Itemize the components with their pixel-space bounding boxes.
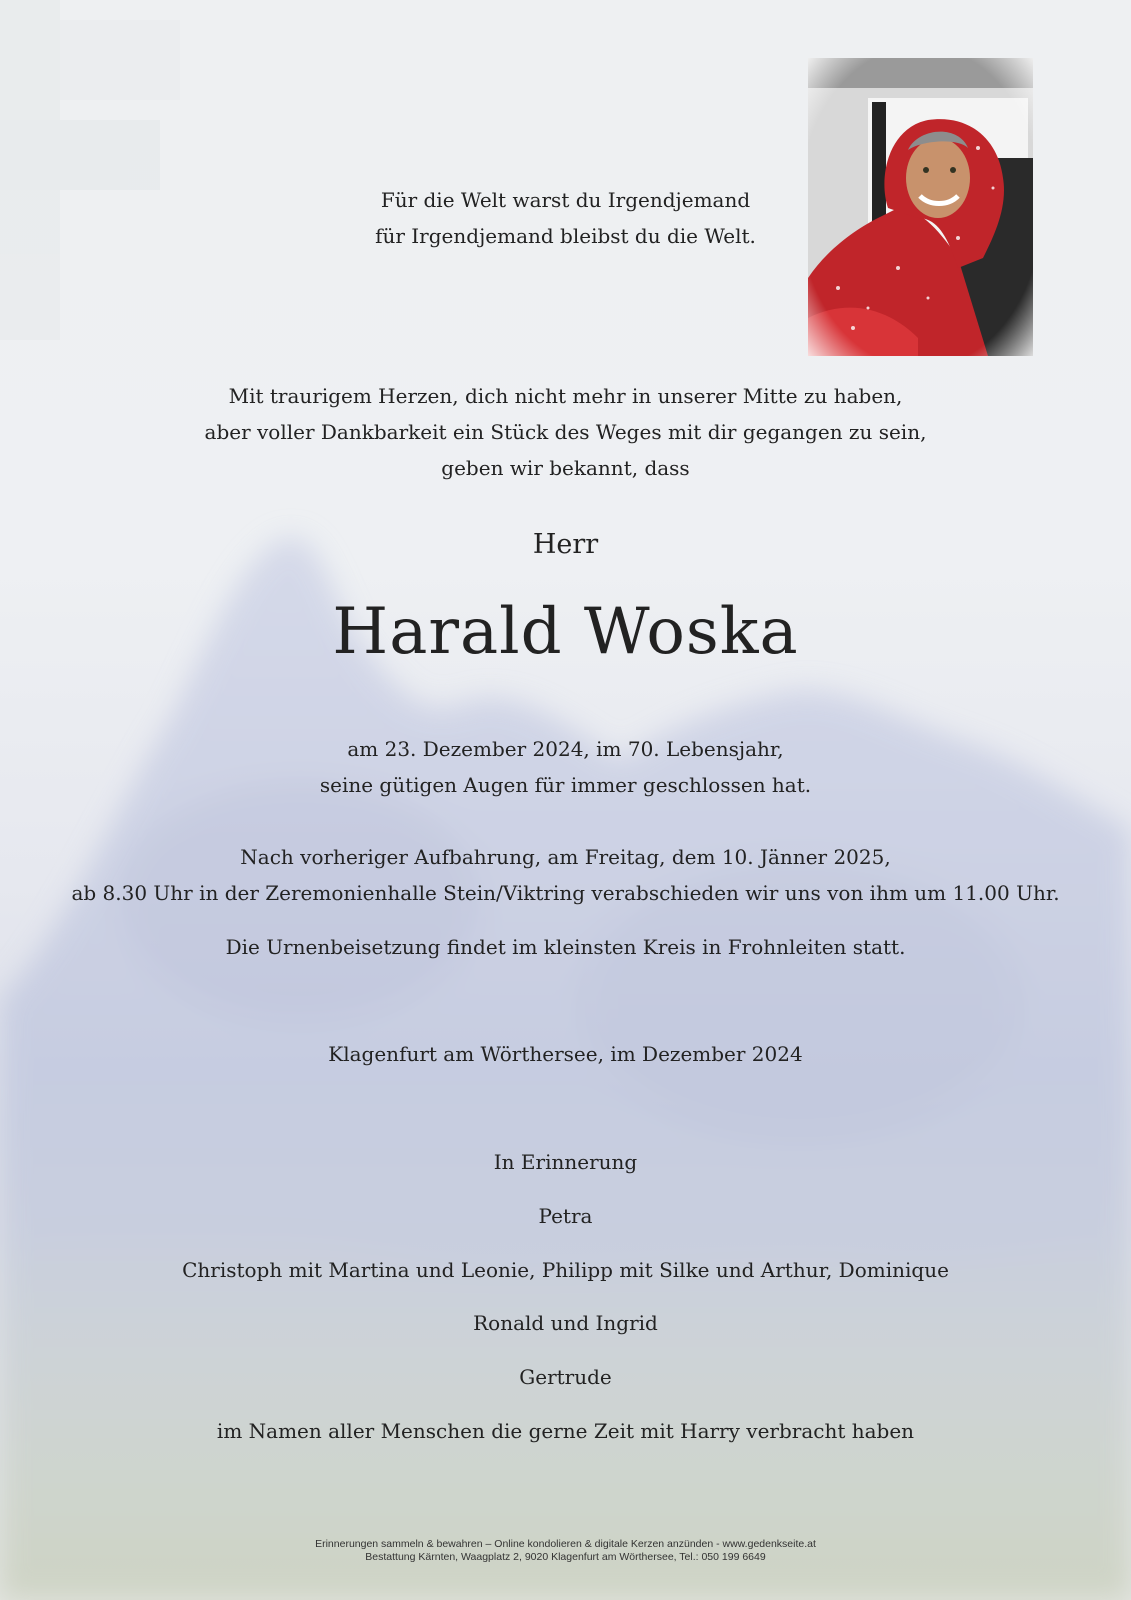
motto-line-1: Für die Welt warst du Irgendjemand xyxy=(380,188,751,212)
intro-line-3: geben wir bekannt, dass xyxy=(441,456,690,480)
burial-info: Die Urnenbeisetzung findet im kleinsten Kreis in Frohnleiten statt. xyxy=(225,935,906,959)
footer-line-1: Erinnerungen sammeln & bewahren – Online kondolieren & digitale Kerzen anzünden - www.gedenkseite.at xyxy=(315,1538,816,1550)
ceremony-line-2: ab 8.30 Uhr in der Zeremonienhalle Stein/Viktring verabschieden wir uns von ihm um 11.00 Uhr. xyxy=(71,881,1060,905)
mourner-name: Christoph mit Martina und Leonie, Philipp mit Silke und Arthur, Dominique xyxy=(182,1258,949,1282)
footer-line-2: Bestattung Kärnten, Waagplatz 2, 9020 Klagenfurt am Wörthersee, Tel.: 050 199 6649 xyxy=(365,1551,766,1563)
mourners-closing: im Namen aller Menschen die gerne Zeit mit Harry verbracht haben xyxy=(216,1419,915,1443)
place-and-date: Klagenfurt am Wörthersee, im Dezember 2024 xyxy=(328,1042,803,1066)
intro-line-2: aber voller Dankbarkeit ein Stück des Weges mit dir gegangen zu sein, xyxy=(204,420,927,444)
intro-line-1: Mit traurigem Herzen, dich nicht mehr in unserer Mitte zu haben, xyxy=(228,384,903,408)
portrait-photo xyxy=(808,58,1033,356)
salutation: Herr xyxy=(532,529,599,560)
motto-line-2: für Irgendjemand bleibst du die Welt. xyxy=(375,224,756,248)
mourner-name: Petra xyxy=(538,1204,593,1228)
death-line-2: seine gütigen Augen für immer geschlossen hat. xyxy=(319,773,812,797)
deceased-name: Harald Woska xyxy=(332,595,799,669)
portrait-image xyxy=(808,58,1033,356)
mourners-heading: In Erinnerung xyxy=(493,1150,638,1174)
mourner-name: Ronald und Ingrid xyxy=(473,1311,658,1335)
ceremony-line-1: Nach vorheriger Aufbahrung, am Freitag, dem 10. Jänner 2025, xyxy=(240,845,891,869)
death-line-1: am 23. Dezember 2024, im 70. Lebensjahr, xyxy=(347,737,784,761)
footer xyxy=(0,1538,1131,1564)
mourner-name: Gertrude xyxy=(519,1365,612,1389)
